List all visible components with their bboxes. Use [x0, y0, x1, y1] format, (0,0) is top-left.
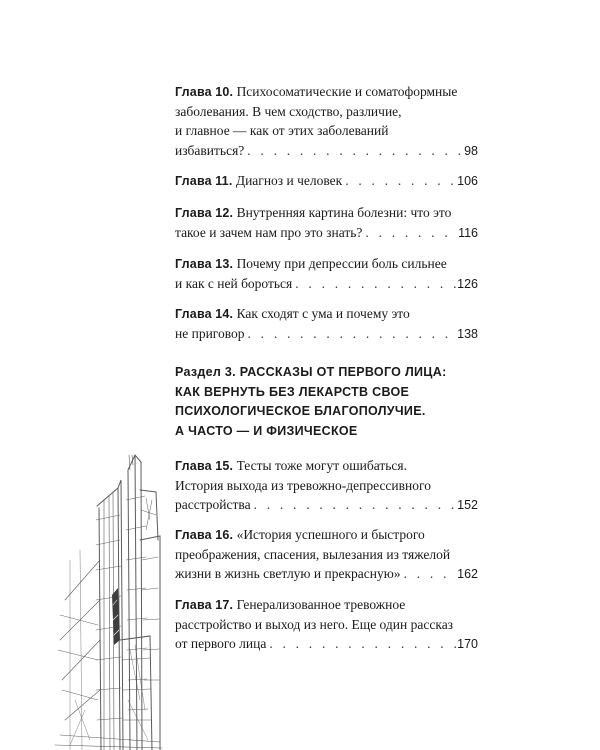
- section-label: Раздел 3.: [175, 365, 236, 379]
- chapter-number: 10.: [215, 85, 234, 99]
- page-number: 126: [457, 276, 478, 291]
- chapter-number: 15.: [215, 459, 234, 473]
- chapter-label: Глава: [175, 174, 212, 188]
- dot-leader: [266, 634, 457, 654]
- chapter-label: Глава: [175, 598, 212, 612]
- dot-leader: [362, 223, 458, 243]
- toc-entry-chapter-10[interactable]: [175, 82, 478, 160]
- chapter-title-line: и главное — как от этих заболеваний: [175, 123, 389, 138]
- chapter-title-line: не приговор: [175, 325, 245, 341]
- chapter-title-line: и как с ней бороться: [175, 275, 293, 291]
- chapter-label: Глава: [175, 257, 212, 271]
- toc-entry-chapter-13[interactable]: [175, 254, 478, 293]
- toc-entry-chapter-14[interactable]: [175, 304, 478, 343]
- toc-entry-chapter-12[interactable]: [175, 203, 478, 242]
- chapter-number: 16.: [215, 528, 234, 542]
- dot-leader: [292, 274, 457, 294]
- chapter-title-line: Тесты тоже могут ошибаться.: [236, 458, 407, 473]
- chapter-title-line: такое и зачем нам про это знать?: [175, 224, 363, 240]
- chapter-label: Глава: [175, 307, 212, 321]
- chapter-title-line: Почему при депрессии боль сильнее: [236, 256, 447, 271]
- page-number: 106: [457, 174, 478, 188]
- chapter-title-line: заболевания. В чем сходство, различие,: [175, 103, 402, 119]
- chapter-label: Глава: [175, 85, 212, 99]
- chapter-number: 12.: [215, 206, 234, 220]
- chapter-label: Глава: [175, 528, 212, 542]
- chapter-title-line: Психосоматические и соматоформные: [236, 84, 458, 99]
- chapter-label: Глава: [175, 459, 212, 473]
- chapter-number: 14.: [215, 307, 234, 321]
- page-number: 170: [457, 637, 478, 651]
- chapter-title-line: Генерализованное тревожное: [236, 597, 406, 612]
- chapter-title-line: Внутренняя картина болезни: что это: [236, 205, 452, 220]
- chapter-number: 13.: [215, 257, 234, 271]
- chapter-title-line: избавиться?: [175, 142, 245, 158]
- chapter-number: 17.: [215, 598, 234, 612]
- chapter-title-line: жизни в жизнь светлую и прекрасную»: [175, 566, 401, 581]
- chapter-title-line: расстройство и выход из него. Еще один рассказ: [175, 616, 454, 632]
- chapter-number: 11.: [215, 174, 233, 188]
- section-title-line: ПСИХОЛОГИЧЕСКОЕ БЛАГОПОЛУЧИЕ.: [175, 404, 426, 418]
- page-number: 116: [458, 225, 478, 240]
- chapter-title-line: от первого лица: [175, 636, 267, 651]
- dot-leader: [251, 495, 458, 515]
- toc-entry-chapter-15[interactable]: [175, 456, 478, 515]
- section-title-line: РАССКАЗЫ ОТ ПЕРВОГО ЛИЦА:: [239, 365, 447, 379]
- dot-leader: [401, 564, 458, 584]
- section-title-line: А ЧАСТО — И ФИЗИЧЕСКОЕ: [175, 423, 358, 438]
- dot-leader: [245, 324, 458, 344]
- section-title-line: КАК ВЕРНУТЬ БЕЗ ЛЕКАРСТВ СВОЕ: [175, 384, 410, 399]
- page-number: 138: [457, 326, 478, 341]
- dot-leader: [244, 141, 464, 161]
- toc-entry-chapter-16[interactable]: [175, 525, 478, 584]
- dot-leader: [342, 171, 457, 191]
- toc-entry-chapter-17[interactable]: [175, 595, 478, 654]
- page-number: 98: [464, 143, 478, 158]
- page-number: 162: [457, 567, 478, 581]
- section-heading: [175, 363, 495, 441]
- chapter-title-line: История выхода из тревожно-депрессивного: [175, 477, 431, 493]
- chapter-title-line: Как сходят с ума и почему это: [236, 306, 410, 321]
- chapter-title-line: расстройства: [175, 497, 251, 512]
- toc-entry-chapter-11[interactable]: [175, 171, 478, 191]
- chapter-title-line: «История успешного и быстрого: [236, 527, 425, 542]
- chapter-title-line: преображения, спасения, вылезания из тяжелой: [175, 546, 451, 562]
- chapter-label: Глава: [175, 206, 212, 220]
- page-number: 152: [457, 498, 478, 512]
- chapter-title-line: Диагноз и человек: [235, 173, 343, 188]
